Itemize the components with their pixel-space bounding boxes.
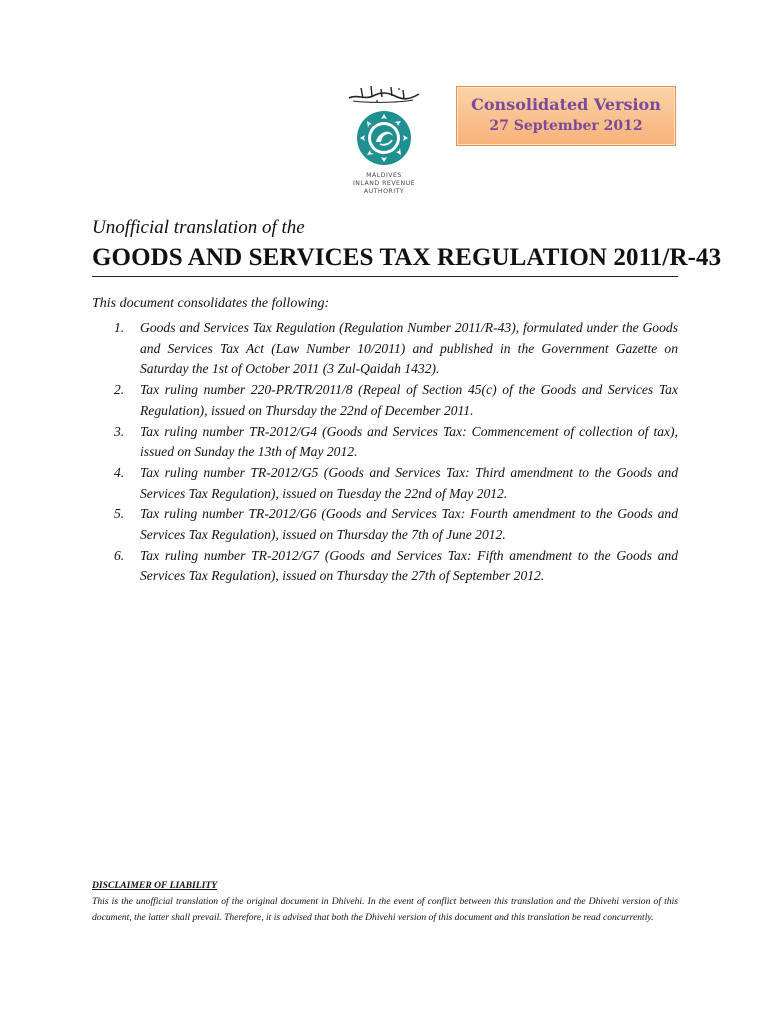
- document-title: GOODS AND SERVICES TAX REGULATION 2011/R-43: [92, 244, 722, 271]
- list-item: [92, 504, 678, 545]
- list-item: [92, 318, 678, 380]
- stamp-title: Consolidated Version: [471, 95, 661, 114]
- org-name-line1: MALDIVES: [366, 172, 402, 179]
- list-item-text: Tax ruling number 220-PR/TR/2011/8 (Repeal of Section 45(c) of the Goods and Services Tax Regulation), issued on Thursday the 22nd of December 2011.: [140, 382, 678, 418]
- disclaimer-heading: DISCLAIMER OF LIABILITY: [92, 880, 218, 891]
- mira-emblem-icon: [356, 110, 412, 166]
- disclaimer-section: [92, 878, 678, 926]
- list-item-text: Goods and Services Tax Regulation (Regulation Number 2011/R-43), formulated under the Goods and Services Tax Act (Law Number 10/2011) and published in the Government Gazette on Saturday the 1st of October 2011 (3 Zul-Qaidah 1432).: [140, 320, 678, 377]
- consolidated-documents-list: [92, 318, 678, 587]
- list-item-number: 2.: [114, 382, 125, 398]
- list-item-text: Tax ruling number TR-2012/G7 (Goods and Services Tax: Fifth amendment to the Goods and Services Tax Regulation), issued on Thursday the 27th of September 2012.: [140, 547, 678, 584]
- bismillah-calligraphy-icon: [347, 84, 421, 104]
- org-name-line2: INLAND REVENUE: [352, 180, 416, 187]
- list-item: [92, 422, 678, 463]
- disclaimer-text: This is the unofficial translation of the original document in Dhivehi. In the event of conflict between this translation and the Dhivehi version of this document, the latter shall prevail. Therefore, it is advised that both the Dhivehi version of this document and this translation be read concurrently.: [92, 896, 678, 923]
- document-subtitle: Unofficial translation of the: [92, 217, 305, 238]
- list-item-text: Tax ruling number TR-2012/G4 (Goods and Services Tax: Commencement of collection of tax), issued on Sunday the 13th of May 2012.: [140, 423, 678, 460]
- list-item: [92, 380, 678, 421]
- list-item-number: 5.: [114, 506, 125, 522]
- consolidation-intro: This document consolidates the following:: [92, 296, 330, 311]
- mira-logo: [330, 84, 438, 196]
- list-item-number: 1.: [114, 320, 125, 335]
- org-name-line3: AUTHORITY: [363, 188, 405, 195]
- list-item-text: Tax ruling number TR-2012/G6 (Goods and Services Tax: Fourth amendment to the Goods and Services Tax Regulation), issued on Thursday the 7th of June 2012.: [140, 506, 678, 543]
- list-item-number: 4.: [114, 464, 125, 480]
- list-item: [92, 463, 678, 504]
- list-item: [92, 546, 678, 587]
- stamp-date: 27 September 2012: [489, 118, 643, 134]
- title-divider: [92, 276, 678, 277]
- organization-name: [330, 172, 438, 196]
- consolidated-version-stamp: [456, 86, 676, 146]
- list-item-number: 6.: [114, 547, 125, 563]
- list-item-text: Tax ruling number TR-2012/G5 (Goods and Services Tax: Third amendment to the Goods and Services Tax Regulation), issued on Tuesday the 22nd of May 2012.: [140, 464, 678, 501]
- list-item-number: 3.: [114, 423, 125, 439]
